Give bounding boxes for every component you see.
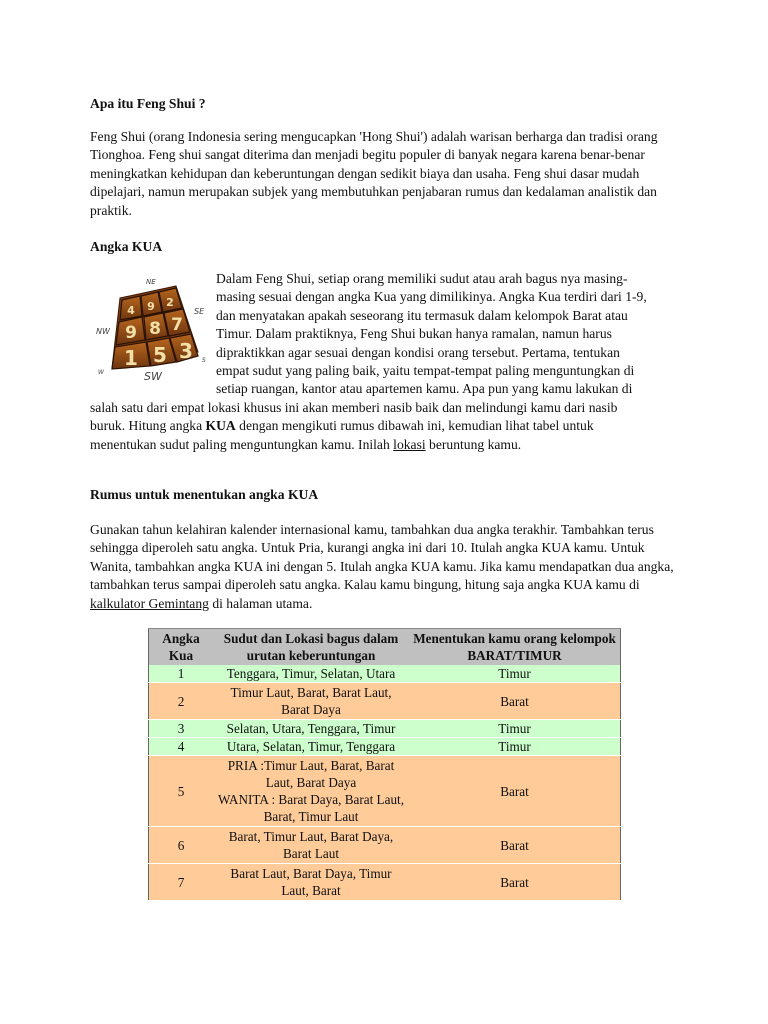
table-row: 1 Tenggara, Timur, Selatan, Utara Timur bbox=[149, 665, 621, 683]
table-row: 6 Barat, Timur Laut, Barat Daya, Barat Laut Barat bbox=[149, 827, 621, 864]
grid-number: 4 bbox=[127, 304, 135, 317]
grid-number: 3 bbox=[179, 339, 193, 363]
kalkulator-link[interactable]: kalkulator Gemintang bbox=[90, 595, 209, 611]
section-title-feng-shui: Apa itu Feng Shui ? bbox=[90, 96, 206, 111]
grid-number: 7 bbox=[171, 315, 183, 335]
grid-number: 1 bbox=[124, 346, 138, 370]
kua-block bbox=[90, 270, 650, 454]
direction-label: W bbox=[98, 369, 104, 376]
header-kelompok: Menentukan kamu orang kelompok BARAT/TIMUR bbox=[409, 629, 621, 666]
header-lokasi: Sudut dan Lokasi bagus dalam urutan keberuntungan bbox=[213, 629, 409, 666]
table-row: 5 PRIA :Timur Laut, Barat, Barat Laut, Barat Daya WANITA : Barat Daya, Barat Laut, Barat, Timur Laut Barat bbox=[149, 756, 621, 827]
direction-label: NE bbox=[146, 278, 156, 286]
table-row: 2 Timur Laut, Barat, Barat Laut, Barat Daya Barat bbox=[149, 683, 621, 720]
grid-number: 9 bbox=[125, 323, 137, 343]
direction-label: S bbox=[202, 357, 206, 364]
grid-number: 9 bbox=[147, 300, 155, 313]
direction-label: NW bbox=[96, 327, 110, 336]
lokasi-link[interactable]: lokasi bbox=[393, 436, 426, 452]
section-title-rumus: Rumus untuk menentukan angka KUA bbox=[90, 487, 319, 502]
direction-label: SW bbox=[144, 370, 162, 382]
table-row: 7 Barat Laut, Barat Daya, Timur Laut, Barat Barat bbox=[149, 864, 621, 901]
kua-paragraph: Dalam Feng Shui, setiap orang memiliki sudut atau arah bagus nya masing-masing sesuai dengan angka Kua yang dimilikinya. Angka Kua terdiri dari 1-9, dan menyatakan apakah seseorang itu termasuk dalam kelompok Barat atau Timur. Dalam praktiknya, Feng Shui bukan hanya ramalan, namun harus dipraktikkan agar sesuai dengan kondisi orang tersebut. Pertama, tentukan empat sudut yang paling baik, yaitu tempat-tempat paling menguntungkan di setiap ruangan, kantor atau apartemen kamu. Apa pun yang kamu lakukan di salah satu dari empat lokasi khusus ini akan memberi nasib baik dan melindungi kamu dari nasib buruk. Hitung angka KUA dengan mengikuti rumus dibawah ini, kemudian lihat tabel untuk menentukan sudut paling menguntungkan kamu. Inilah lokasi beruntung kamu. bbox=[90, 271, 647, 452]
table-row: 4 Utara, Selatan, Timur, Tenggara Timur bbox=[149, 738, 621, 756]
kua-grid-image bbox=[90, 270, 210, 382]
intro-paragraph: Feng Shui (orang Indonesia sering mengucapkan 'Hong Shui') adalah warisan berharga dan tradisi orang Tionghoa. Feng shui sangat diterima dan menjadi begitu populer di banyak negara karena benar-benar meningkatkan kehidupan dan keberuntungan dengan sedikit biaya dan usaha. Feng shui dasar mudah dipelajari, namun merupakan subjek yang membutuhkan penjabaran rumus dan kedalaman analistik dan praktik. bbox=[90, 129, 658, 218]
direction-label: SE bbox=[194, 307, 205, 316]
table-row: 3 Selatan, Utara, Tenggara, Timur Timur bbox=[149, 720, 621, 738]
grid-number: 2 bbox=[166, 296, 174, 309]
grid-number: 8 bbox=[149, 319, 161, 339]
rumus-paragraph: Gunakan tahun kelahiran kalender internasional kamu, tambahkan dua angka terakhir. Tambahkan terus sehingga diperoleh satu angka. Untuk Pria, kurangi angka ini dari 10. Itulah angka KUA kamu. Untuk Wanita, tambahkan angka KUA ini dengan 5. Itulah angka KUA kamu. Jika kamu mendapatkan dua angka, tambahkan terus sampai diperoleh satu angka. Kalau kamu bingung, hitung saja angka KUA kamu di kalkulator Gemintang di halaman utama. bbox=[90, 522, 674, 611]
section-title-angka-kua: Angka KUA bbox=[90, 239, 163, 254]
grid-number: 5 bbox=[153, 343, 167, 367]
header-angka-kua: Angka Kua bbox=[149, 629, 214, 666]
kua-bold: KUA bbox=[205, 418, 236, 434]
kua-table bbox=[148, 628, 621, 901]
table-header-row bbox=[149, 629, 621, 666]
